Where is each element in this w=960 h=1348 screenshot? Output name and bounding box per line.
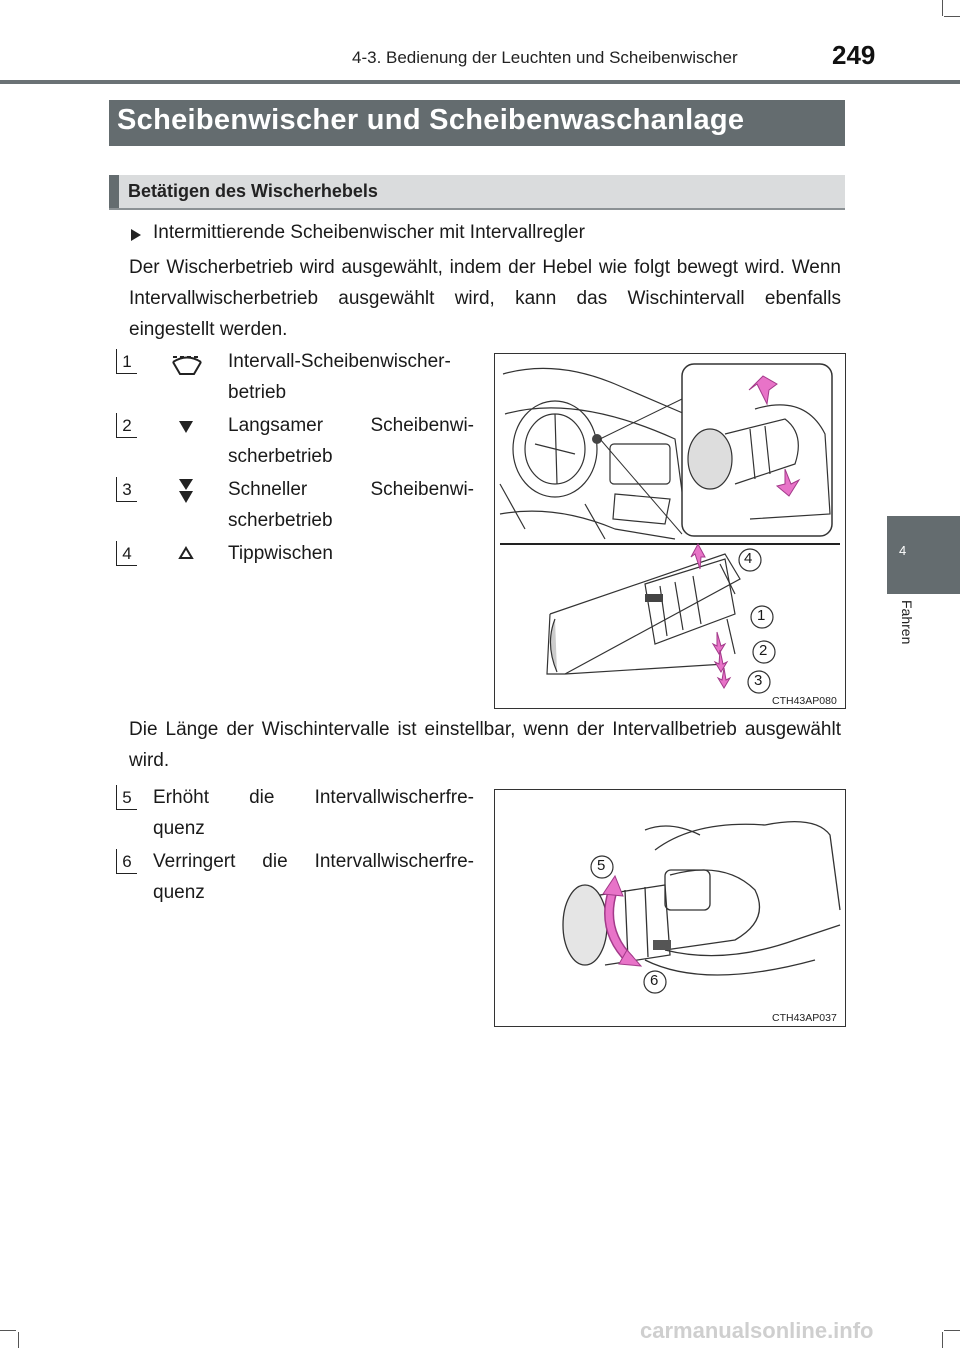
subsection-heading: Betätigen des Wischerhebels	[128, 181, 378, 201]
item-text-line: betrieb	[228, 382, 287, 403]
figure-callout: 2	[759, 642, 768, 659]
page-title: Scheibenwischer und Scheibenwaschanlage	[117, 104, 745, 136]
chapter-tab	[887, 516, 960, 594]
figure-code: CTH43AP080	[772, 695, 837, 707]
double-down-triangle-icon	[178, 478, 194, 509]
item-text-line: Langsamer Scheibenwi-	[228, 415, 474, 436]
figure-code: CTH43AP037	[772, 1012, 837, 1024]
page-number: 249	[832, 40, 876, 70]
chapter-tab-label-text: Fahren	[899, 600, 915, 645]
up-triangle-outline-icon	[178, 546, 194, 565]
item-text-line: quenz	[153, 818, 205, 839]
item-text-line: scherbetrieb	[228, 446, 333, 467]
figure-interval-adjust	[494, 789, 846, 1027]
figure-callout: 5	[597, 857, 606, 874]
figure-illustration	[495, 790, 845, 1026]
item-number: 3	[116, 477, 137, 502]
item-text-line: quenz	[153, 882, 205, 903]
item-number: 5	[116, 785, 137, 810]
interval-paragraph: Die Länge der Wischintervalle ist einstellbar, wenn der Intervallbetrieb ausgewählt wird.	[129, 719, 841, 771]
chapter-tab-label	[895, 600, 915, 690]
item-text-line: Intervall-Scheibenwischer-	[228, 351, 451, 372]
crop-mark	[944, 1330, 960, 1331]
item-number: 1	[116, 349, 137, 374]
watermark: carmanualsonline.info	[640, 1318, 874, 1343]
figure-illustration	[495, 354, 845, 708]
item-text-line: Erhöht die Intervallwischerfre-	[153, 787, 474, 808]
crop-mark	[0, 1330, 16, 1331]
bullet-text: Intermittierende Scheibenwischer mit Intervallregler	[153, 222, 585, 243]
chapter-tab-number: 4	[899, 543, 907, 558]
figure-wiper-lever-positions	[494, 353, 846, 709]
figure-callout: 1	[757, 607, 766, 624]
item-number: 6	[116, 849, 137, 874]
crop-mark	[942, 0, 943, 16]
figure-callout: 3	[754, 672, 763, 689]
item-text-line: Tippwischen	[228, 543, 333, 564]
crop-mark	[944, 16, 960, 17]
item-number: 4	[116, 541, 137, 566]
intermittent-wiper-icon	[170, 350, 204, 381]
item-text-line: scherbetrieb	[228, 510, 333, 531]
intro-paragraph: Der Wischerbetrieb wird ausgewählt, indem der Hebel wie folgt bewegt wird. Wenn Intervallwischerbetrieb ausgewählt wird, kann das Wischintervall ebenfalls eingestellt werden.	[129, 257, 841, 340]
subsection-accent	[109, 175, 119, 208]
item-text-line: Schneller Scheibenwi-	[228, 479, 474, 500]
crop-mark	[18, 1332, 19, 1348]
header-rule	[0, 80, 960, 84]
crop-mark	[942, 1332, 943, 1348]
single-down-triangle-icon	[178, 420, 194, 439]
item-text-line: Verringert die Intervallwischerfre-	[153, 851, 474, 872]
bullet-arrow-icon	[130, 226, 142, 247]
figure-callout: 6	[650, 972, 659, 989]
running-header-section: 4-3. Bedienung der Leuchten und Scheibenwischer	[352, 48, 738, 67]
figure-callout: 4	[744, 550, 753, 567]
item-number: 2	[116, 413, 137, 438]
subsection-underline	[109, 208, 845, 210]
